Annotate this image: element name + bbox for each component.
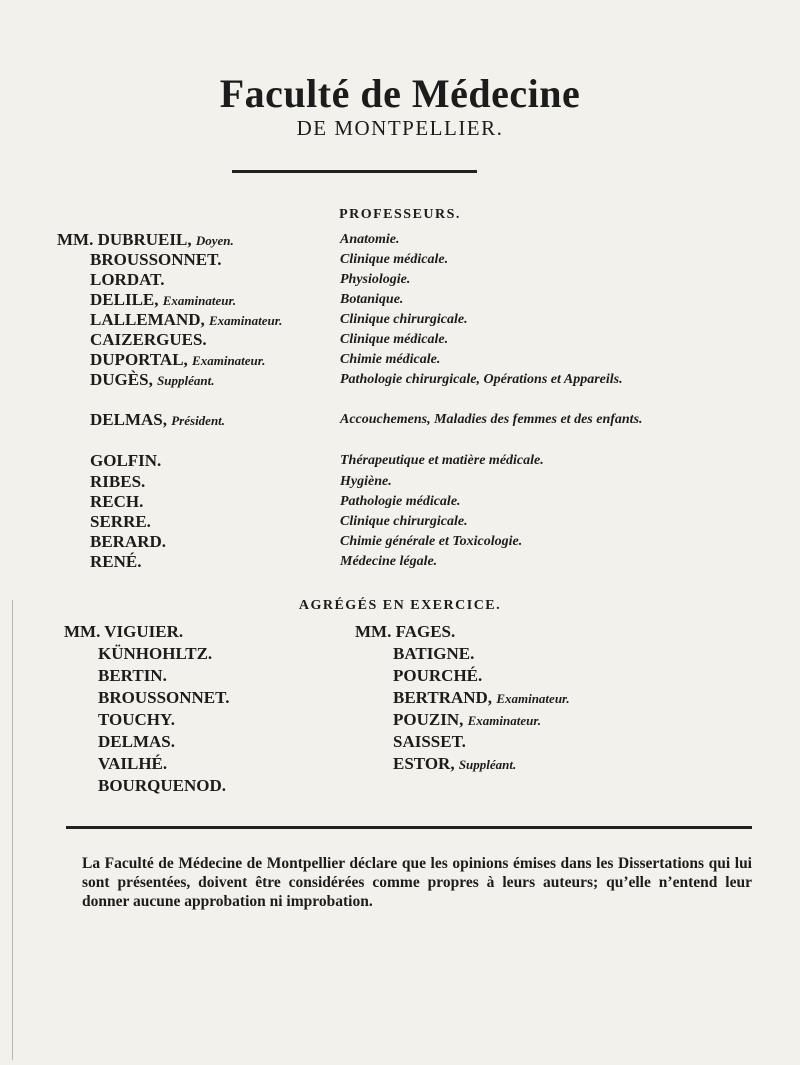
agrege-item: KÜNHOHLTZ. [98, 644, 213, 663]
professor-role: Examinateur. [192, 353, 266, 368]
agrege-item: MM. VIGUIER. [64, 622, 184, 641]
professor-role: Examinateur. [209, 313, 283, 328]
faculty-disclaimer: La Faculté de Médecine de Montpellier déclare que les opinions émises dans les Dissertations qui lui sont présentées, doivent être considérées comme propres à leurs auteurs; qu’elle n’entend leur donner aucune approbation ni improbation. [82, 854, 752, 910]
professors-heading: PROFESSEURS. [339, 207, 461, 222]
professor-name: RIBES. [90, 472, 146, 491]
professor-name: BROUSSONNET. [90, 250, 222, 269]
agrege-item: POURCHÉ. [393, 666, 483, 685]
professor-name: BERARD. [90, 532, 167, 551]
professor-subject: Pathologie médicale. [340, 494, 461, 509]
professor-name: RECH. [90, 492, 144, 511]
agrege-item: POUZIN, Examinateur. [393, 710, 541, 729]
professor-subject: Médecine légale. [340, 554, 438, 569]
agrege-item: BATIGNE. [393, 644, 475, 663]
professor-name: MM. DUBRUEIL, [57, 230, 192, 249]
professor-subject: Chimie médicale. [340, 352, 441, 367]
professor-subject: Clinique chirurgicale. [340, 312, 468, 327]
professor-subject: Pathologie chirurgicale, Opérations et Appareils. [340, 372, 623, 387]
professor-name: DELMAS, [90, 410, 167, 429]
professor-subject: Physiologie. [340, 272, 411, 287]
professor-subject: Botanique. [340, 292, 404, 307]
agrege-item: BERTIN. [98, 666, 167, 685]
professor-name: DELILE, [90, 290, 159, 309]
agrege-item: MM. FAGES. [355, 622, 456, 641]
professor-role: Président. [171, 413, 226, 428]
agrege-item: BOURQUENOD. [98, 776, 226, 795]
page-subtitle: DE MONTPELLIER. [296, 116, 504, 140]
professor-role: Doyen. [195, 233, 234, 248]
title-rule [232, 170, 477, 173]
professor-subject: Chimie générale et Toxicologie. [340, 534, 523, 549]
professor-role: Examinateur. [162, 293, 237, 308]
professor-name: GOLFIN. [90, 451, 162, 470]
section-rule [66, 826, 752, 829]
professor-name: SERRE. [90, 512, 151, 531]
professor-subject: Thérapeutique et matière médicale. [340, 453, 544, 468]
page-edge [12, 600, 13, 1060]
professor-name: DUGÈS, [90, 370, 153, 389]
agrege-item: DELMAS. [98, 732, 175, 751]
agrege-item: TOUCHY. [98, 710, 175, 729]
professor-name: LORDAT. [90, 270, 165, 289]
agrege-item: ESTOR, Suppléant. [393, 754, 517, 773]
professor-subject: Hygiène. [340, 474, 392, 489]
professor-subject: Anatomie. [340, 232, 400, 247]
agrege-item: BROUSSONNET. [98, 688, 230, 707]
professor-name: DUPORTAL, [90, 350, 188, 369]
agreges-heading: AGRÉGÉS EN EXERCICE. [298, 598, 502, 613]
professor-subject: Clinique médicale. [340, 332, 449, 347]
professor-name: CAIZERGUES. [90, 330, 207, 349]
professor-name: LALLEMAND, [90, 310, 205, 329]
professor-subject: Clinique médicale. [340, 252, 449, 267]
professor-subject: Accouchemens, Maladies des femmes et des enfants. [340, 412, 643, 427]
page-title: Faculté de Médecine [219, 71, 581, 116]
professor-role: Suppléant. [157, 373, 215, 388]
professor-subject: Clinique chirurgicale. [340, 514, 468, 529]
agrege-item: VAILHÉ. [98, 754, 168, 773]
agrege-item: SAISSET. [393, 732, 466, 751]
agrege-item: BERTRAND, Examinateur. [393, 688, 570, 707]
professor-name: RENÉ. [90, 552, 142, 571]
